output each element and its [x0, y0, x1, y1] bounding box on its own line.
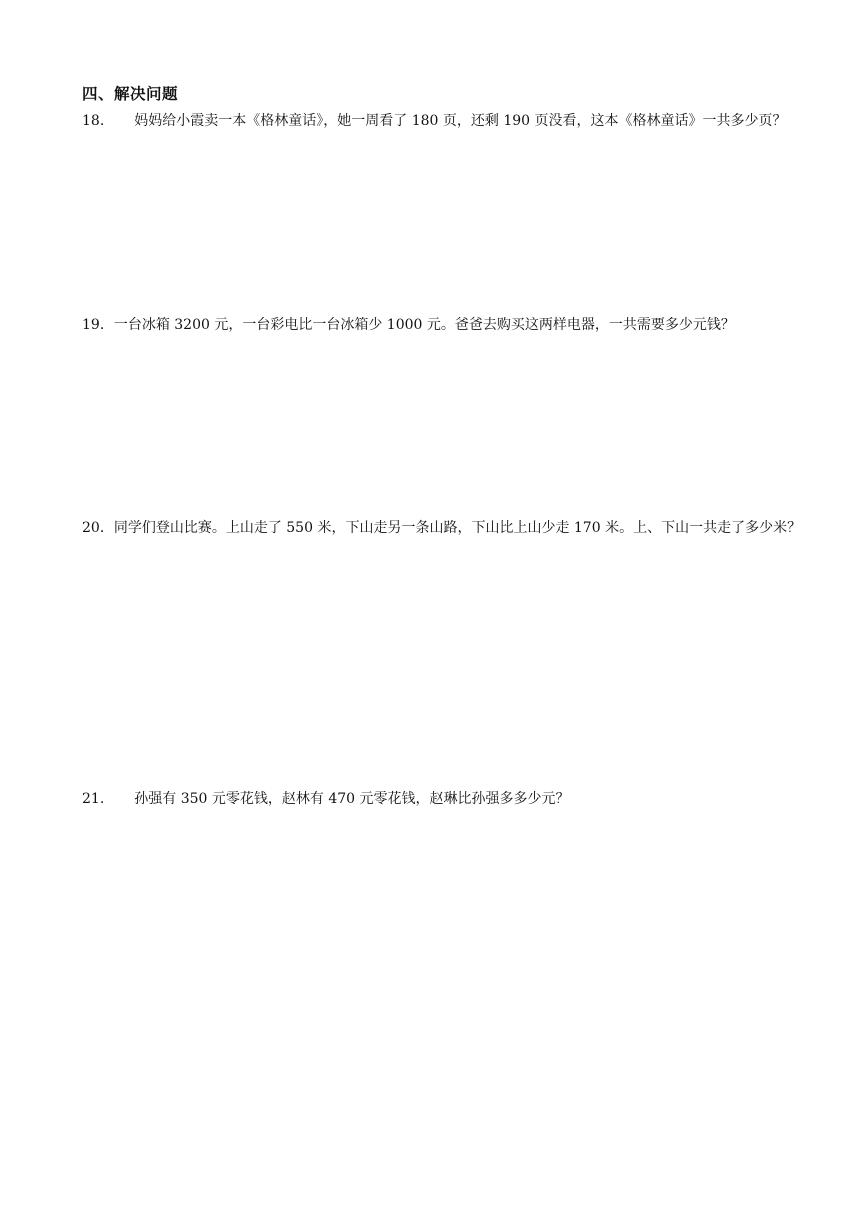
- question-19: [82, 310, 812, 340]
- question-number: 21.: [82, 791, 105, 807]
- question-text: 孙强有 350 元零花钱，赵林有 470 元零花钱，赵琳比孙强多多少元？: [134, 791, 570, 807]
- question-number: 19．: [82, 317, 114, 333]
- question-text: 同学们登山比赛。上山走了 550 米，下山走另一条山路，下山比上山少走 170 米。上、下山一共走了多少米？: [113, 520, 802, 536]
- question-number: 20．: [82, 520, 114, 536]
- question-number: 18.: [82, 113, 105, 129]
- question-18: [82, 106, 812, 136]
- section-title: 四、解决问题: [82, 85, 179, 103]
- question-20: [82, 513, 812, 543]
- question-text: 一台冰箱 3200 元，一台彩电比一台冰箱少 1000 元。爸爸去购买这两样电器，一共需要多少元钱？: [113, 317, 735, 333]
- question-text: 妈妈给小霞卖一本《格林童话》，她一周看了 180 页，还剩 190 页没看，这本《格林童话》一共多少页？: [134, 113, 787, 129]
- question-21: [82, 784, 812, 814]
